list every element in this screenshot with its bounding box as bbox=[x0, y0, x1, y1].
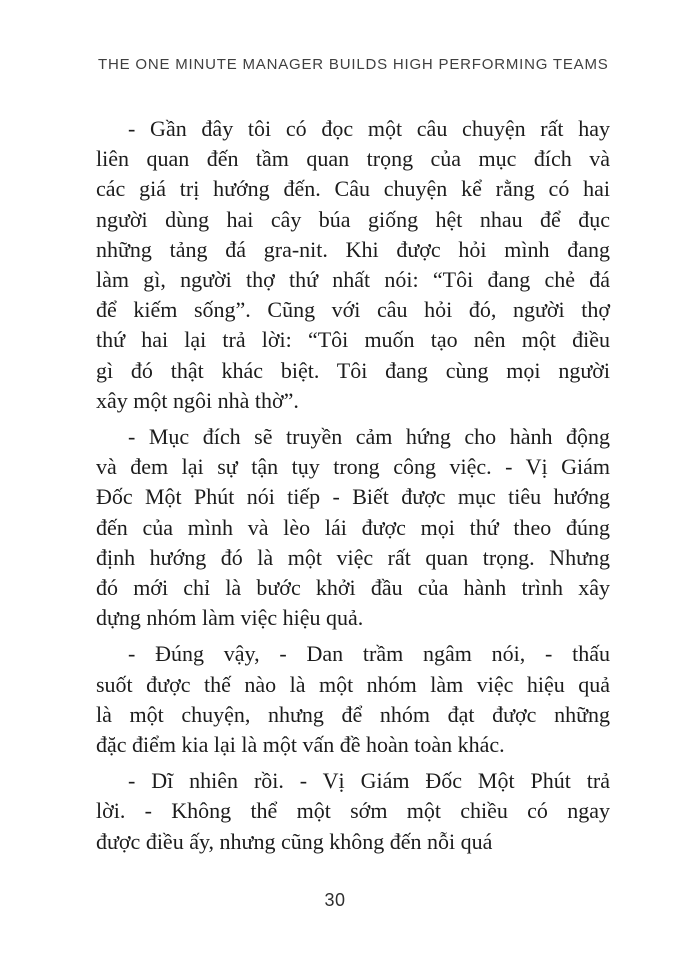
text-line: đó mới chỉ là bước khởi đầu của hành trình xây bbox=[96, 575, 610, 601]
text-line: xây một ngôi nhà thờ”. bbox=[96, 387, 299, 413]
text-line: liên quan đến tầm quan trọng của mục đích và bbox=[96, 146, 610, 172]
text-line: Đốc Một Phút nói tiếp - Biết được mục tiêu hướng bbox=[96, 484, 610, 510]
text-line: suốt được thế nào là một nhóm làm việc hiệu quả bbox=[96, 671, 610, 697]
text-line: làm gì, người thợ thứ nhất nói: “Tôi đang chẻ đá bbox=[96, 267, 610, 293]
text-line: người dùng hai cây búa giống hệt nhau để đục bbox=[96, 206, 610, 232]
text-line: thứ hai lại trả lời: “Tôi muốn tạo nên một điều bbox=[96, 327, 610, 353]
paragraph bbox=[96, 639, 610, 760]
text-line: - Dĩ nhiên rồi. - Vị Giám Đốc Một Phút trả bbox=[128, 768, 610, 794]
text-line: các giá trị hướng đến. Câu chuyện kể rằng có hai bbox=[96, 176, 610, 202]
text-line: - Gần đây tôi có đọc một câu chuyện rất hay bbox=[128, 116, 610, 141]
text-line: những tảng đá gra-nit. Khi được hỏi mình đang bbox=[96, 236, 610, 262]
paragraph bbox=[96, 766, 610, 857]
text-line: dựng nhóm làm việc hiệu quả. bbox=[96, 605, 364, 631]
text-line: - Mục đích sẽ truyền cảm hứng cho hành động bbox=[128, 424, 610, 450]
text-line: gì đó thật khác biệt. Tôi đang cùng mọi người bbox=[96, 357, 610, 383]
text-line: - Đúng vậy, - Dan trầm ngâm nói, - thấu bbox=[128, 641, 610, 667]
text-line: đến của mình và lèo lái được mọi thứ theo đúng bbox=[96, 514, 610, 540]
text-line: được điều ấy, nhưng cũng không đến nỗi quá bbox=[96, 828, 493, 854]
text-line: đặc điểm kia lại là một vấn đề hoàn toàn khác. bbox=[96, 732, 505, 758]
text-line: và đem lại sự tận tụy trong công việc. - Vị Giám bbox=[96, 454, 610, 480]
text-line: định hướng đó là một việc rất quan trọng. Nhưng bbox=[96, 544, 610, 570]
running-header: THE ONE MINUTE MANAGER BUILDS HIGH PERFORMING TEAMS bbox=[98, 56, 609, 73]
text-line: là một chuyện, nhưng để nhóm đạt được những bbox=[96, 701, 610, 727]
paragraph bbox=[96, 114, 610, 416]
page-number: 30 bbox=[324, 890, 346, 910]
body-text bbox=[96, 114, 610, 863]
paragraph bbox=[96, 422, 610, 633]
text-line: để kiếm sống”. Cũng với câu hỏi đó, người thợ bbox=[96, 297, 610, 323]
text-line: lời. - Không thể một sớm một chiều có ngay bbox=[96, 798, 610, 824]
